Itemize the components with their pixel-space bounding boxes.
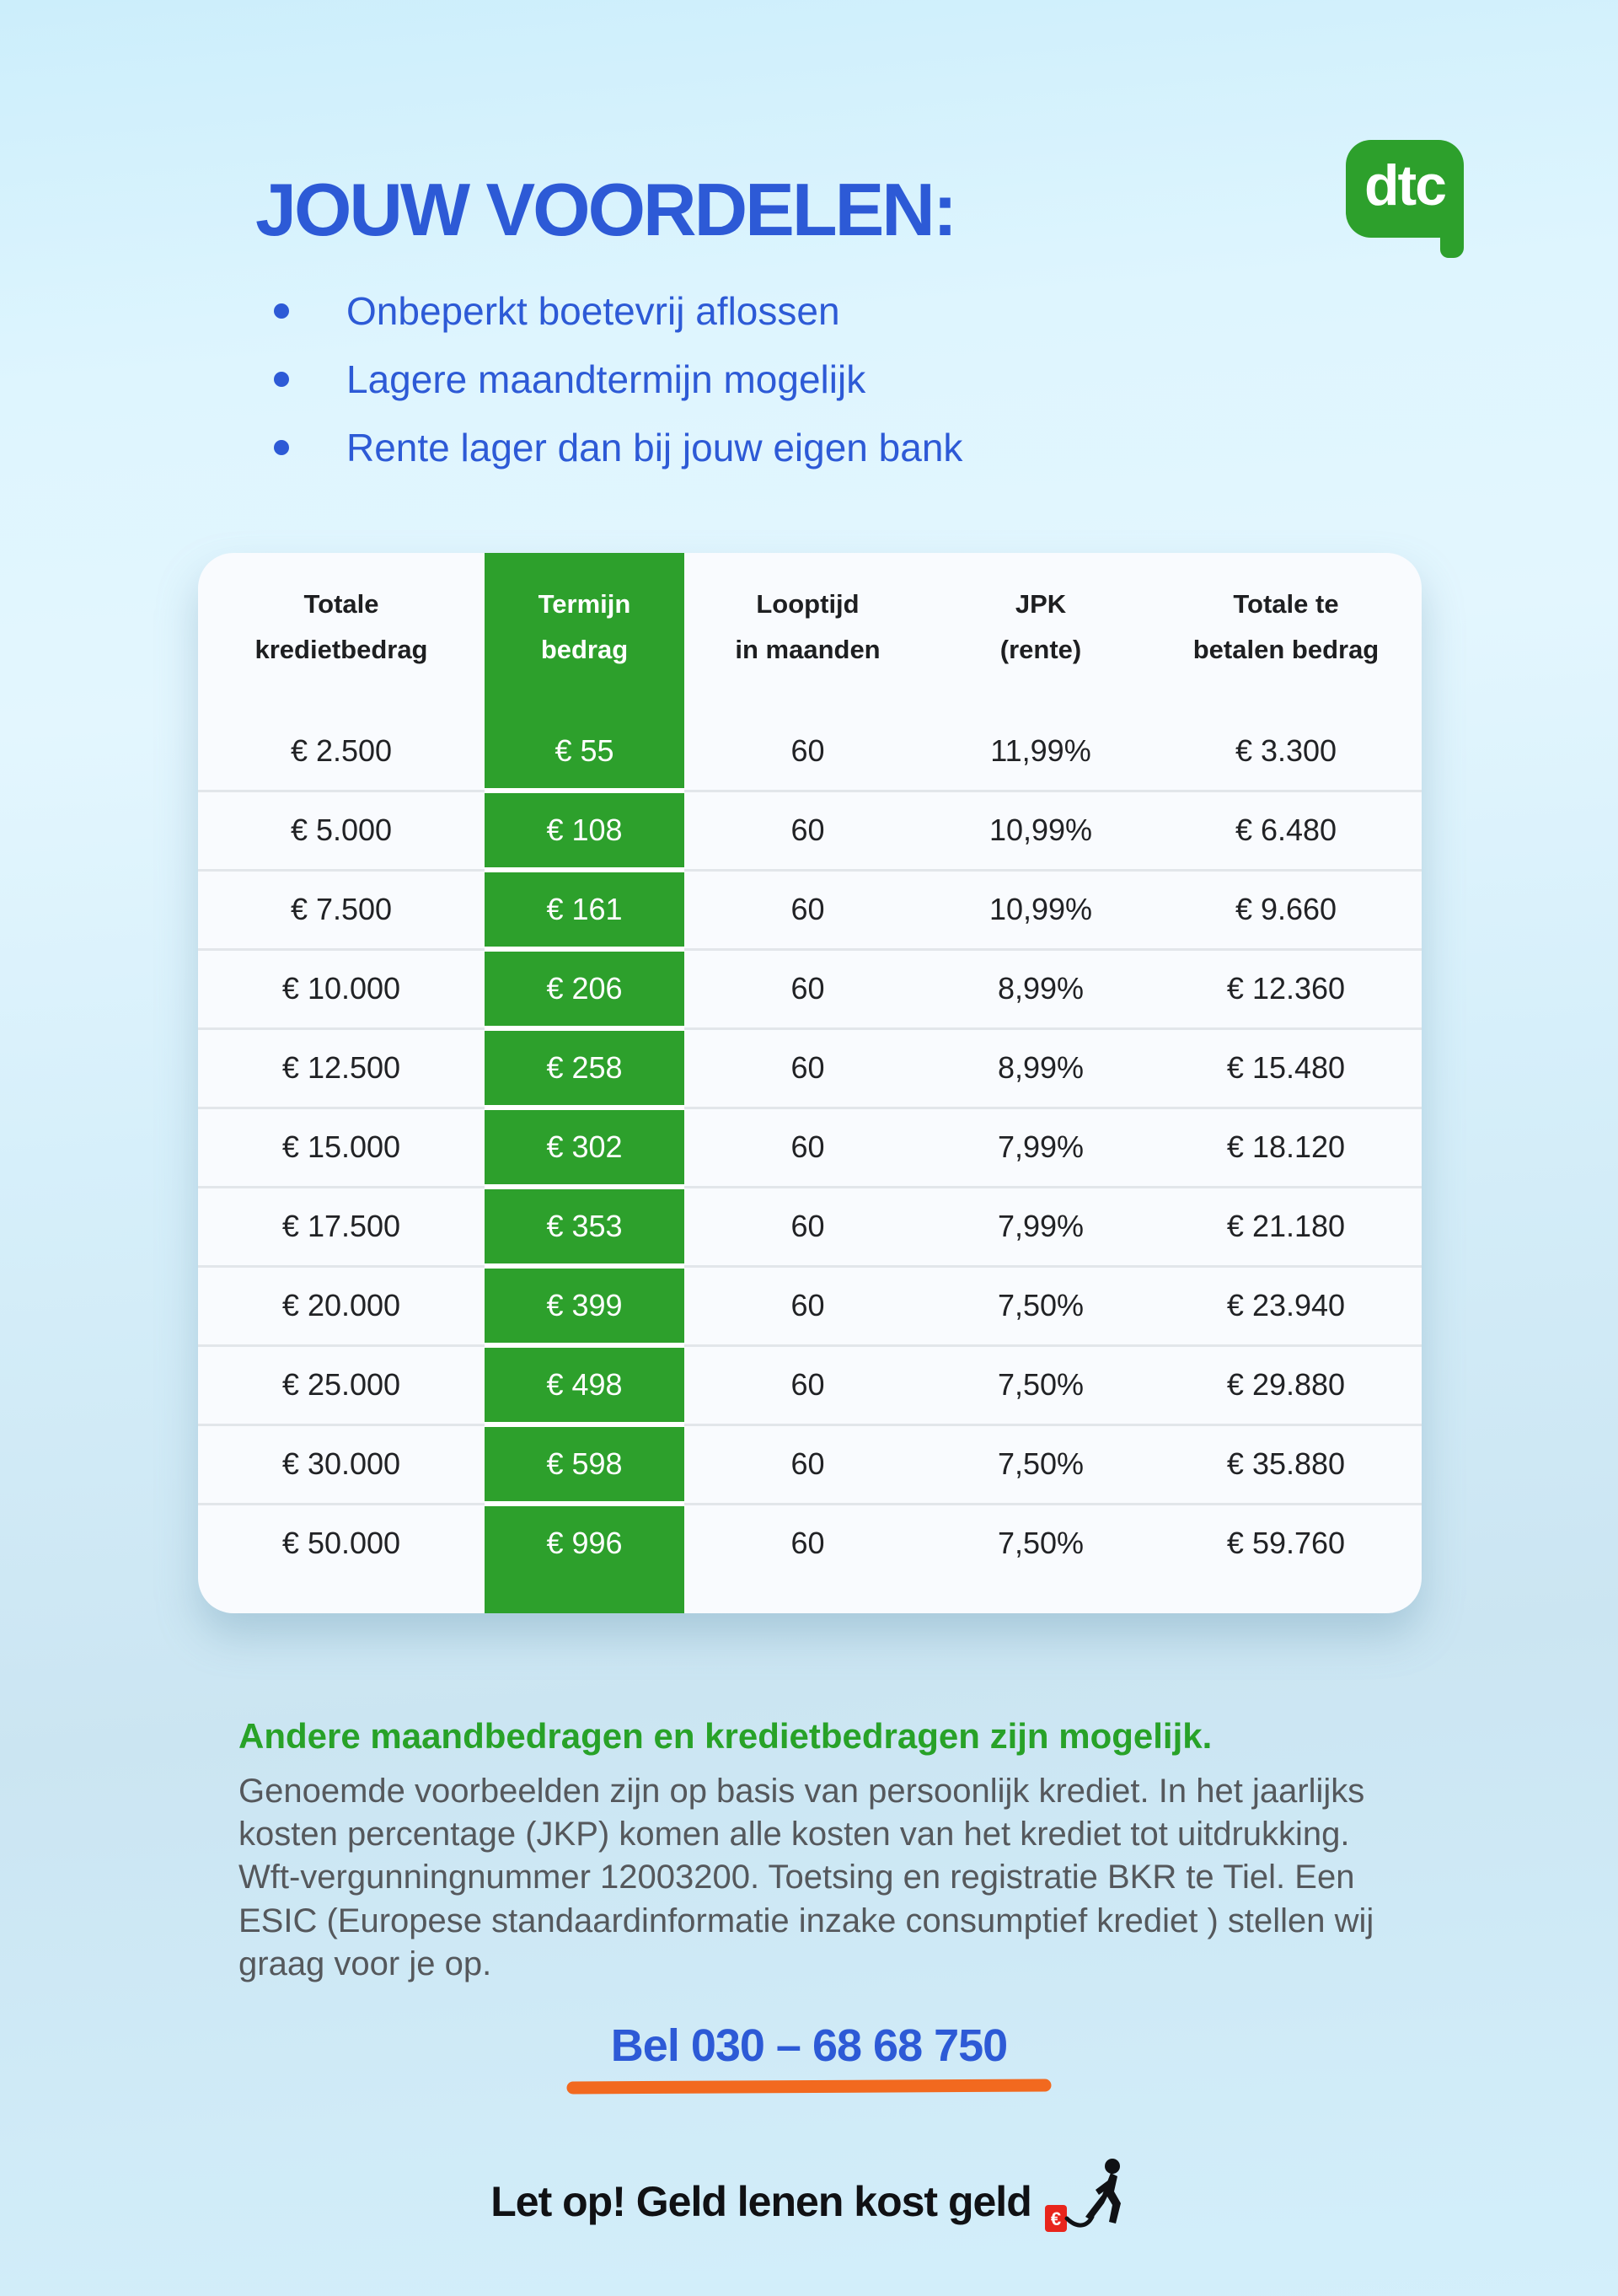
table-row: € 17.500 € 353 60 7,99% € 21.180 (198, 1187, 1422, 1266)
table-row: € 10.000 € 206 60 8,99% € 12.360 (198, 949, 1422, 1028)
table-row: € 25.000 € 498 60 7,50% € 29.880 (198, 1345, 1422, 1424)
table-row: € 30.000 € 598 60 7,50% € 35.880 (198, 1424, 1422, 1504)
list-item (274, 425, 962, 470)
table-row: € 50.000 € 996 60 7,50% € 59.760 (198, 1504, 1422, 1583)
loan-table-card (198, 553, 1422, 1613)
column-header: Totale kredietbedrag (254, 589, 428, 664)
table-row: € 15.000 € 302 60 7,99% € 18.120 (198, 1108, 1422, 1187)
benefit-label: Onbeperkt boetevrij aflossen (346, 289, 840, 333)
benefits-list (274, 288, 962, 493)
benefit-label: Rente lager dan bij jouw eigen bank (346, 426, 963, 469)
phone-number[interactable]: Bel 030 – 68 68 750 (610, 2020, 1008, 2071)
benefit-label: Lagere maandtermijn mogelijk (346, 357, 866, 401)
column-header: JPK (rente) (999, 589, 1082, 664)
table-row: € 20.000 € 399 60 7,50% € 23.940 (198, 1266, 1422, 1345)
table-row: € 7.500 € 161 60 10,99% € 9.660 (198, 870, 1422, 949)
table-row: € 12.500 € 258 60 8,99% € 15.480 (198, 1028, 1422, 1108)
credit-warning-icon (1043, 2158, 1128, 2235)
bullet-dot-icon (274, 372, 289, 387)
bullet-dot-icon (274, 440, 289, 455)
dtc-logo-text: dtc (1364, 153, 1445, 217)
column-header: Totale te betalen bedrag (1192, 589, 1380, 664)
credit-warning (0, 2163, 1618, 2240)
logo-bubble-tail-icon (1440, 238, 1464, 258)
phone-underline-marker (566, 2079, 1051, 2094)
column-header: Termijn bedrag (538, 589, 631, 664)
table-row: € 2.500 € 55 60 11,99% € 3.300 (290, 733, 1337, 768)
page-title: JOUW VOORDELEN: (255, 168, 956, 251)
table-body (198, 711, 1422, 1583)
bullet-dot-icon (274, 303, 289, 319)
subheading: Andere maandbedragen en kredietbedragen zijn mogelijk. (238, 1716, 1213, 1756)
dtc-logo (1346, 140, 1464, 238)
svg-text:€: € (1050, 2208, 1061, 2229)
column-header: Looptijd in maanden (735, 589, 881, 664)
list-item (274, 357, 962, 402)
table-header-row (198, 553, 1422, 711)
disclaimer-text: Genoemde voorbeelden zijn op basis van persoonlijk krediet. In het jaarlijks kosten percentage (JKP) komen alle kosten van het krediet tot uitdrukking. Wft-vergunningnummer 12003200. Toetsing en registratie BKR te Tiel. Een ESIC (Europese standaardinformatie inzake consumptief krediet ) stellen wij graag voor je op. (238, 1773, 1374, 1982)
table-row: € 5.000 € 108 60 10,99% € 6.480 (198, 791, 1422, 870)
credit-warning-text: Let op! Geld lenen kost geld (490, 2178, 1031, 2225)
list-item (274, 288, 962, 334)
